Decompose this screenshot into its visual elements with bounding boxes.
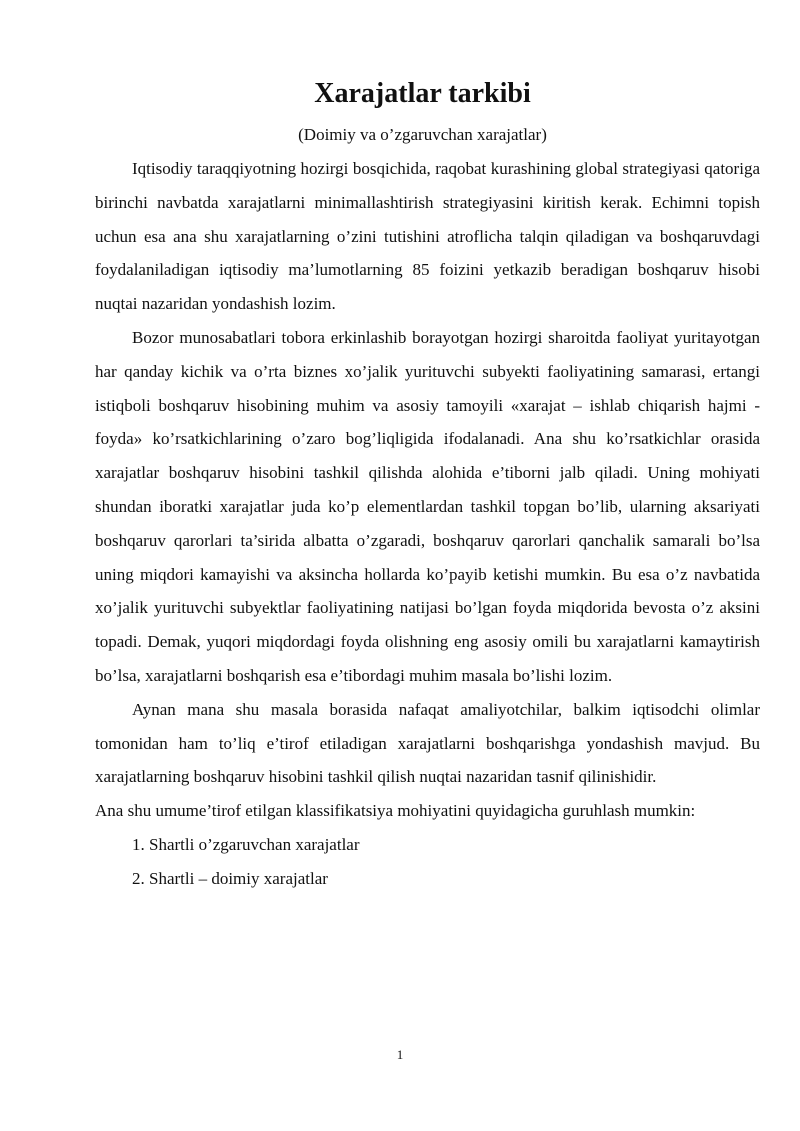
document-subtitle: (Doimiy va o’zgaruvchan xarajatlar) — [298, 125, 547, 144]
paragraph-3: Aynan mana shu masala borasida nafaqat amaliyotchilar, balkim iqtisodchi olimlar tomonidan ham to’liq e’tirof etiladigan xarajatlarni boshqarishga yondashish mavjud. Bu xarajatlarning boshqaruv hisobini tashkil qilish nuqtai nazaridan tasnif qilinishidir. — [95, 699, 760, 787]
list-item-2: 2. Shartli – doimiy xarajatlar — [132, 868, 328, 888]
paragraph-1: Iqtisodiy taraqqiyotning hozirgi bosqichida, raqobat kurashining global strategiyasi qatoriga birinchi navbatda xarajatlarni minimallashtirish strategiyasini kiritish kerak. Echimni topish uchun esa ana shu xarajatlarning o’zini tutishini atroflicha talqin qiladigan va boshqaruvdagi foydalaniladigan iqtisodiy ma’lumotlarning 85 foizini yetkazib beradigan boshqaruv hisobi nuqtai nazaridan yondashish lozim. — [95, 159, 760, 314]
page-number: 1 — [396, 1047, 404, 1062]
list-item-1: 1. Shartli o’zgaruvchan xarajatlar — [132, 834, 360, 854]
paragraph-2: Bozor munosabatlari tobora erkinlashib borayotgan hozirgi sharoitda faoliyat yuritayotgan har qanday kichik va o’rta biznes xo’jalik yurituvchi subyekti faoliyatining samarasi, ertangi istiqboli boshqaruv hisobining muhim va asosiy tamoyili «xarajat – ishlab chiqarish hajmi - foyda» ko’rsatkichlarining o’zaro bog’liqligida ifodalanadi. Ana shu ko’rsatkichlar orasida xarajatlar boshqaruv hisobini tashkil qilishda alohida e’tiborni jalb qiladi. Uning mohiyati shundan iboratki xarajatlar juda ko’p elementlardan tashkil topgan bo’lib, ularning aksariyati boshqaruv qarorlari ta’sirida albatta o’zgaradi, boshqaruv qarorlari qanchalik samarali bo’lsa uning miqdori kamayishi va aksincha hollarda ko’payib ketishi mumkin. Bu esa o’z navbatida xo’jalik yurituvchi subyektlar faoliyatining natijasi bo’lgan foyda miqdorida bevosta o’z aksini topadi. Demak, yuqori miqdordagi foyda olishning eng asosiy omili bu xarajatlarni kamaytirish bo’lsa, xarajatlarni boshqarish esa e’tibordagi muhim masala bo’lishi lozim. — [95, 327, 760, 685]
intro-line: Ana shu umume’tirof etilgan klassifikatsiya mohiyatini quyidagicha guruhlash mumkin: — [95, 801, 696, 821]
document-title: Xarajatlar tarkibi — [314, 78, 531, 109]
